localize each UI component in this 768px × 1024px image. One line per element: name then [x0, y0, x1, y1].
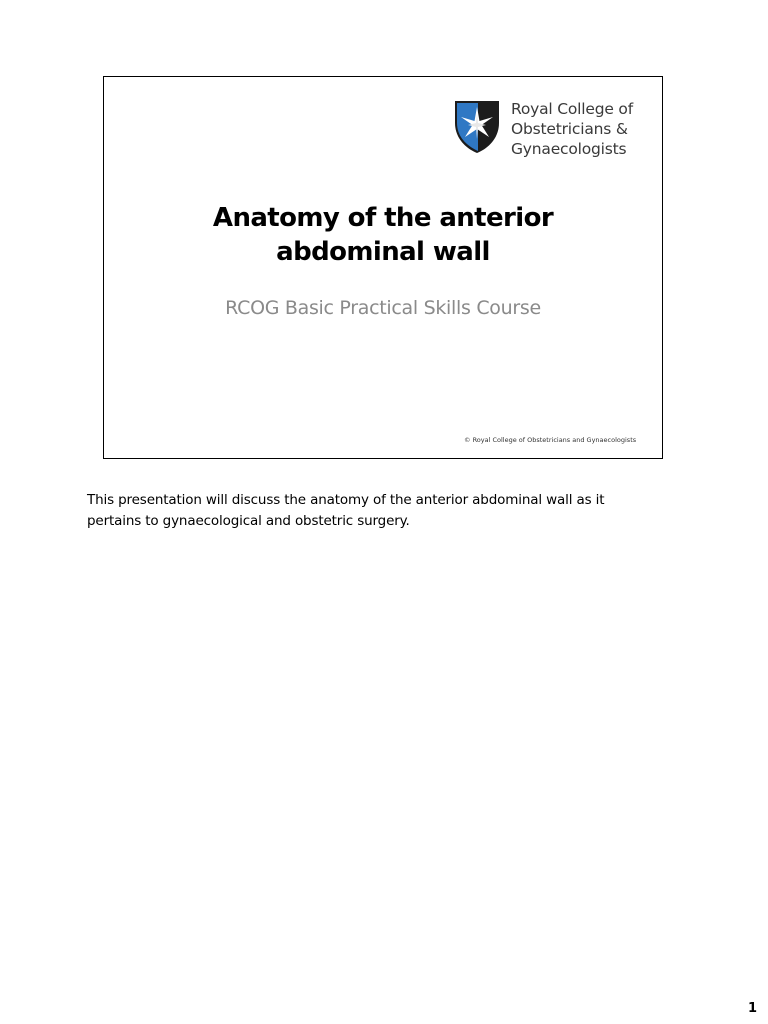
rcog-shield-star-logo	[453, 99, 501, 155]
slide-subtitle: RCOG Basic Practical Skills Course	[225, 297, 541, 319]
copyright-notice: © Royal College of Obstetricians and Gynaecologists	[464, 436, 637, 444]
notes-line: pertains to gynaecological and obstetric surgery.	[87, 513, 410, 529]
slide-title	[104, 201, 662, 269]
logo-line: Obstetricians &	[511, 120, 628, 138]
slide-title-line: abdominal wall	[276, 237, 490, 267]
logo-text	[511, 99, 633, 159]
page-number: 1	[747, 1001, 757, 1016]
notes-line: This presentation will discuss the anatomy of the anterior abdominal wall as it	[87, 492, 605, 508]
slide-frame	[103, 76, 663, 459]
logo-line: Royal College of	[511, 100, 633, 118]
rcog-logo	[453, 99, 633, 159]
slide-title-line: Anatomy of the anterior	[212, 203, 554, 233]
speaker-notes	[87, 490, 687, 532]
logo-line: Gynaecologists	[511, 140, 627, 158]
